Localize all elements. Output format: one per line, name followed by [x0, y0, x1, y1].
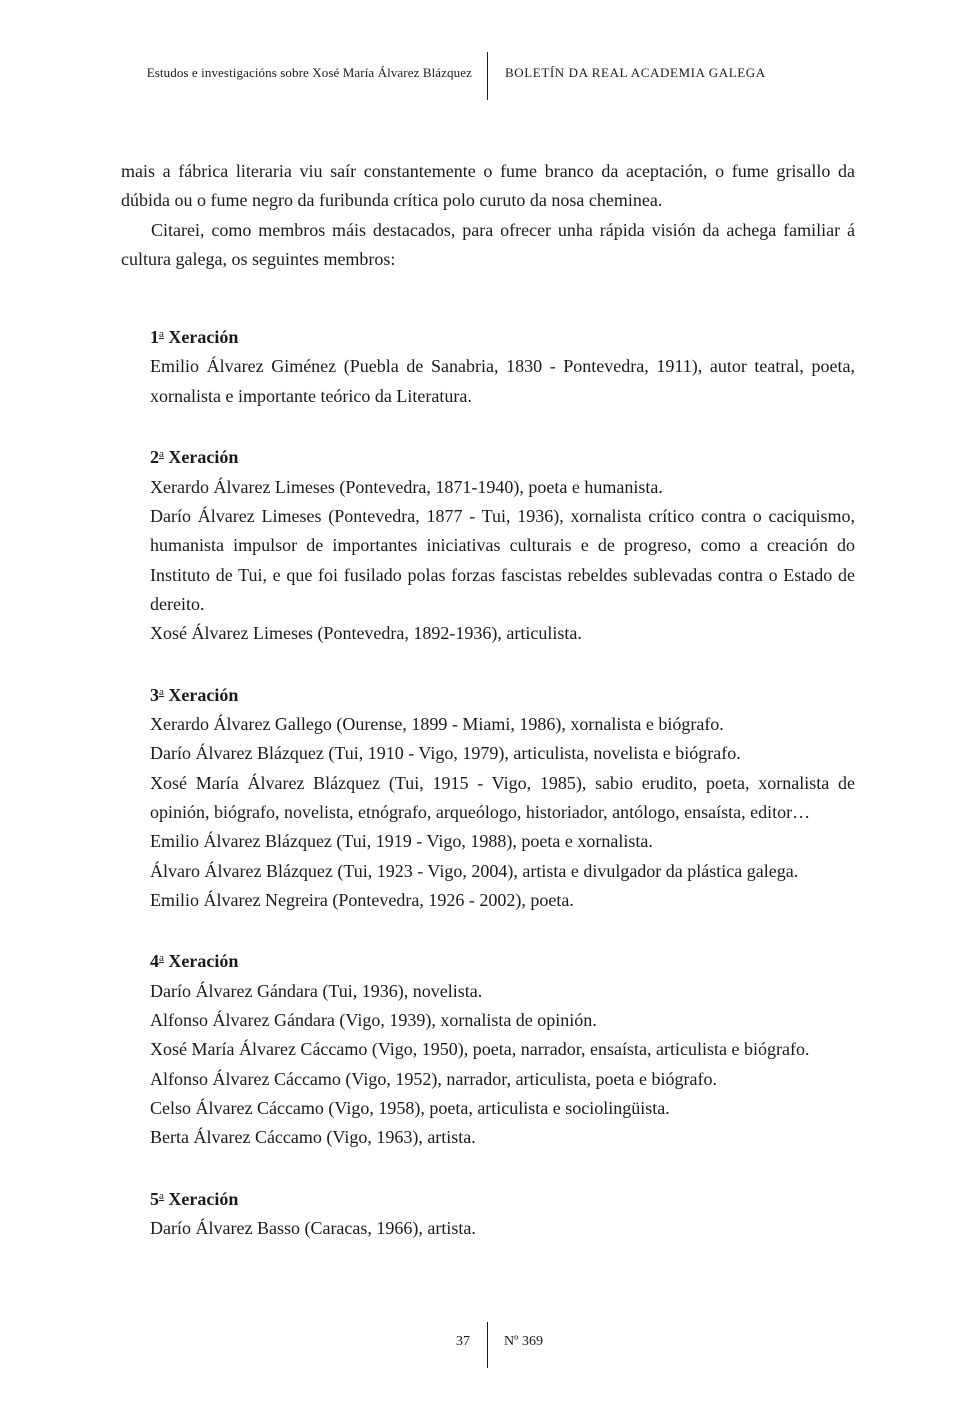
generation-5	[150, 1182, 855, 1244]
member-entry: Darío Álvarez Blázquez (Tui, 1910 - Vigo, 1979), articulista, novelista e biógrafo.	[150, 743, 741, 764]
member-entry: Xerardo Álvarez Limeses (Pontevedra, 1871-1940), poeta e humanista.	[150, 476, 663, 497]
member-entry: Xosé María Álvarez Cáccamo (Vigo, 1950), poeta, narrador, ensaísta, articulista e biógrafo.	[150, 1039, 810, 1060]
generation-number: 2	[150, 447, 159, 468]
generation-label: Xeración	[168, 447, 239, 468]
page-body	[121, 157, 855, 1273]
intro-paragraph-continued: mais a fábrica literaria viu saír constantemente o fume branco da aceptación, o fume grisallo da dúbida ou o fume negro da furibunda crítica polo curuto da nosa cheminea.	[121, 161, 855, 211]
member-entry: Emilio Álvarez Blázquez (Tui, 1919 - Vigo, 1988), poeta e xornalista.	[150, 831, 653, 852]
ordinal-indicator: a	[159, 685, 164, 698]
intro-paragraph: Citarei, como membros máis destacados, para ofrecer unha rápida visión da achega familiar á cultura galega, os seguintes membros:	[121, 219, 855, 269]
member-entry: Darío Álvarez Basso (Caracas, 1966), artista.	[150, 1218, 476, 1239]
header-book-title: Estudos e investigacións sobre Xosé María Álvarez Blázquez	[146, 65, 472, 80]
member-entry: Xosé Álvarez Limeses (Pontevedra, 1892-1936), articulista.	[150, 623, 582, 644]
generation-2	[150, 440, 855, 648]
generation-number: 4	[150, 951, 159, 972]
member-entry: Alfonso Álvarez Gándara (Vigo, 1939), xornalista de opinión.	[150, 1010, 597, 1031]
generation-heading	[150, 944, 855, 976]
header-journal-title: BOLETÍN DA REAL ACADEMIA GALEGA	[505, 65, 766, 80]
generation-1	[150, 320, 855, 411]
member-entry: Xerardo Álvarez Gallego (Ourense, 1899 - Miami, 1986), xornalista e biógrafo.	[150, 714, 724, 735]
header-divider	[487, 52, 488, 100]
generation-label: Xeración	[168, 327, 239, 348]
generation-label: Xeración	[168, 1188, 239, 1209]
generation-heading	[150, 440, 855, 472]
ordinal-indicator: a	[159, 328, 164, 341]
footer-divider	[487, 1322, 488, 1368]
page-footer	[0, 1322, 975, 1368]
member-entry: Darío Álvarez Gándara (Tui, 1936), novelista.	[150, 980, 483, 1001]
generation-4	[150, 944, 855, 1152]
generation-3	[150, 678, 855, 915]
generation-number: 5	[150, 1188, 159, 1209]
running-header	[0, 52, 975, 100]
issue-number: Nº 369	[504, 1334, 543, 1349]
generation-heading	[150, 678, 855, 710]
member-entry: Berta Álvarez Cáccamo (Vigo, 1963), artista.	[150, 1127, 476, 1148]
member-entry: Emilio Álvarez Giménez (Puebla de Sanabria, 1830 - Pontevedra, 1911), autor teatral, poeta, xornalista e importante teórico da Literatura.	[150, 356, 855, 406]
generation-label: Xeración	[168, 951, 239, 972]
member-entry: Álvaro Álvarez Blázquez (Tui, 1923 - Vigo, 2004), artista e divulgador da plástica galega.	[150, 860, 799, 881]
generation-heading	[150, 1182, 855, 1214]
ordinal-indicator: a	[159, 952, 164, 965]
member-entry: Emilio Álvarez Negreira (Pontevedra, 1926 - 2002), poeta.	[150, 889, 574, 910]
generation-heading	[150, 320, 855, 352]
generation-number: 1	[150, 327, 159, 348]
member-entry: Alfonso Álvarez Cáccamo (Vigo, 1952), narrador, articulista, poeta e biógrafo.	[150, 1068, 717, 1089]
generations-list	[121, 320, 855, 1243]
page-number: 37	[456, 1334, 470, 1349]
member-entry: Xosé María Álvarez Blázquez (Tui, 1915 - Vigo, 1985), sabio erudito, poeta, xornalista de opinión, biógrafo, novelista, etnógrafo, arqueólogo, historiador, antólogo, ensaísta, editor…	[150, 772, 855, 822]
ordinal-indicator: a	[159, 448, 164, 461]
generation-number: 3	[150, 684, 159, 705]
ordinal-indicator: a	[159, 1189, 164, 1202]
member-entry: Celso Álvarez Cáccamo (Vigo, 1958), poeta, articulista e sociolingüista.	[150, 1097, 670, 1118]
member-entry: Darío Álvarez Limeses (Pontevedra, 1877 - Tui, 1936), xornalista crítico contra o caciquismo, humanista impulsor de importantes iniciativas culturais e de progreso, como a creación do Instituto de Tui, e que foi fusilado polas forzas fascistas rebeldes sublevadas contra o Estado de dereito.	[150, 505, 855, 614]
generation-label: Xeración	[168, 684, 239, 705]
